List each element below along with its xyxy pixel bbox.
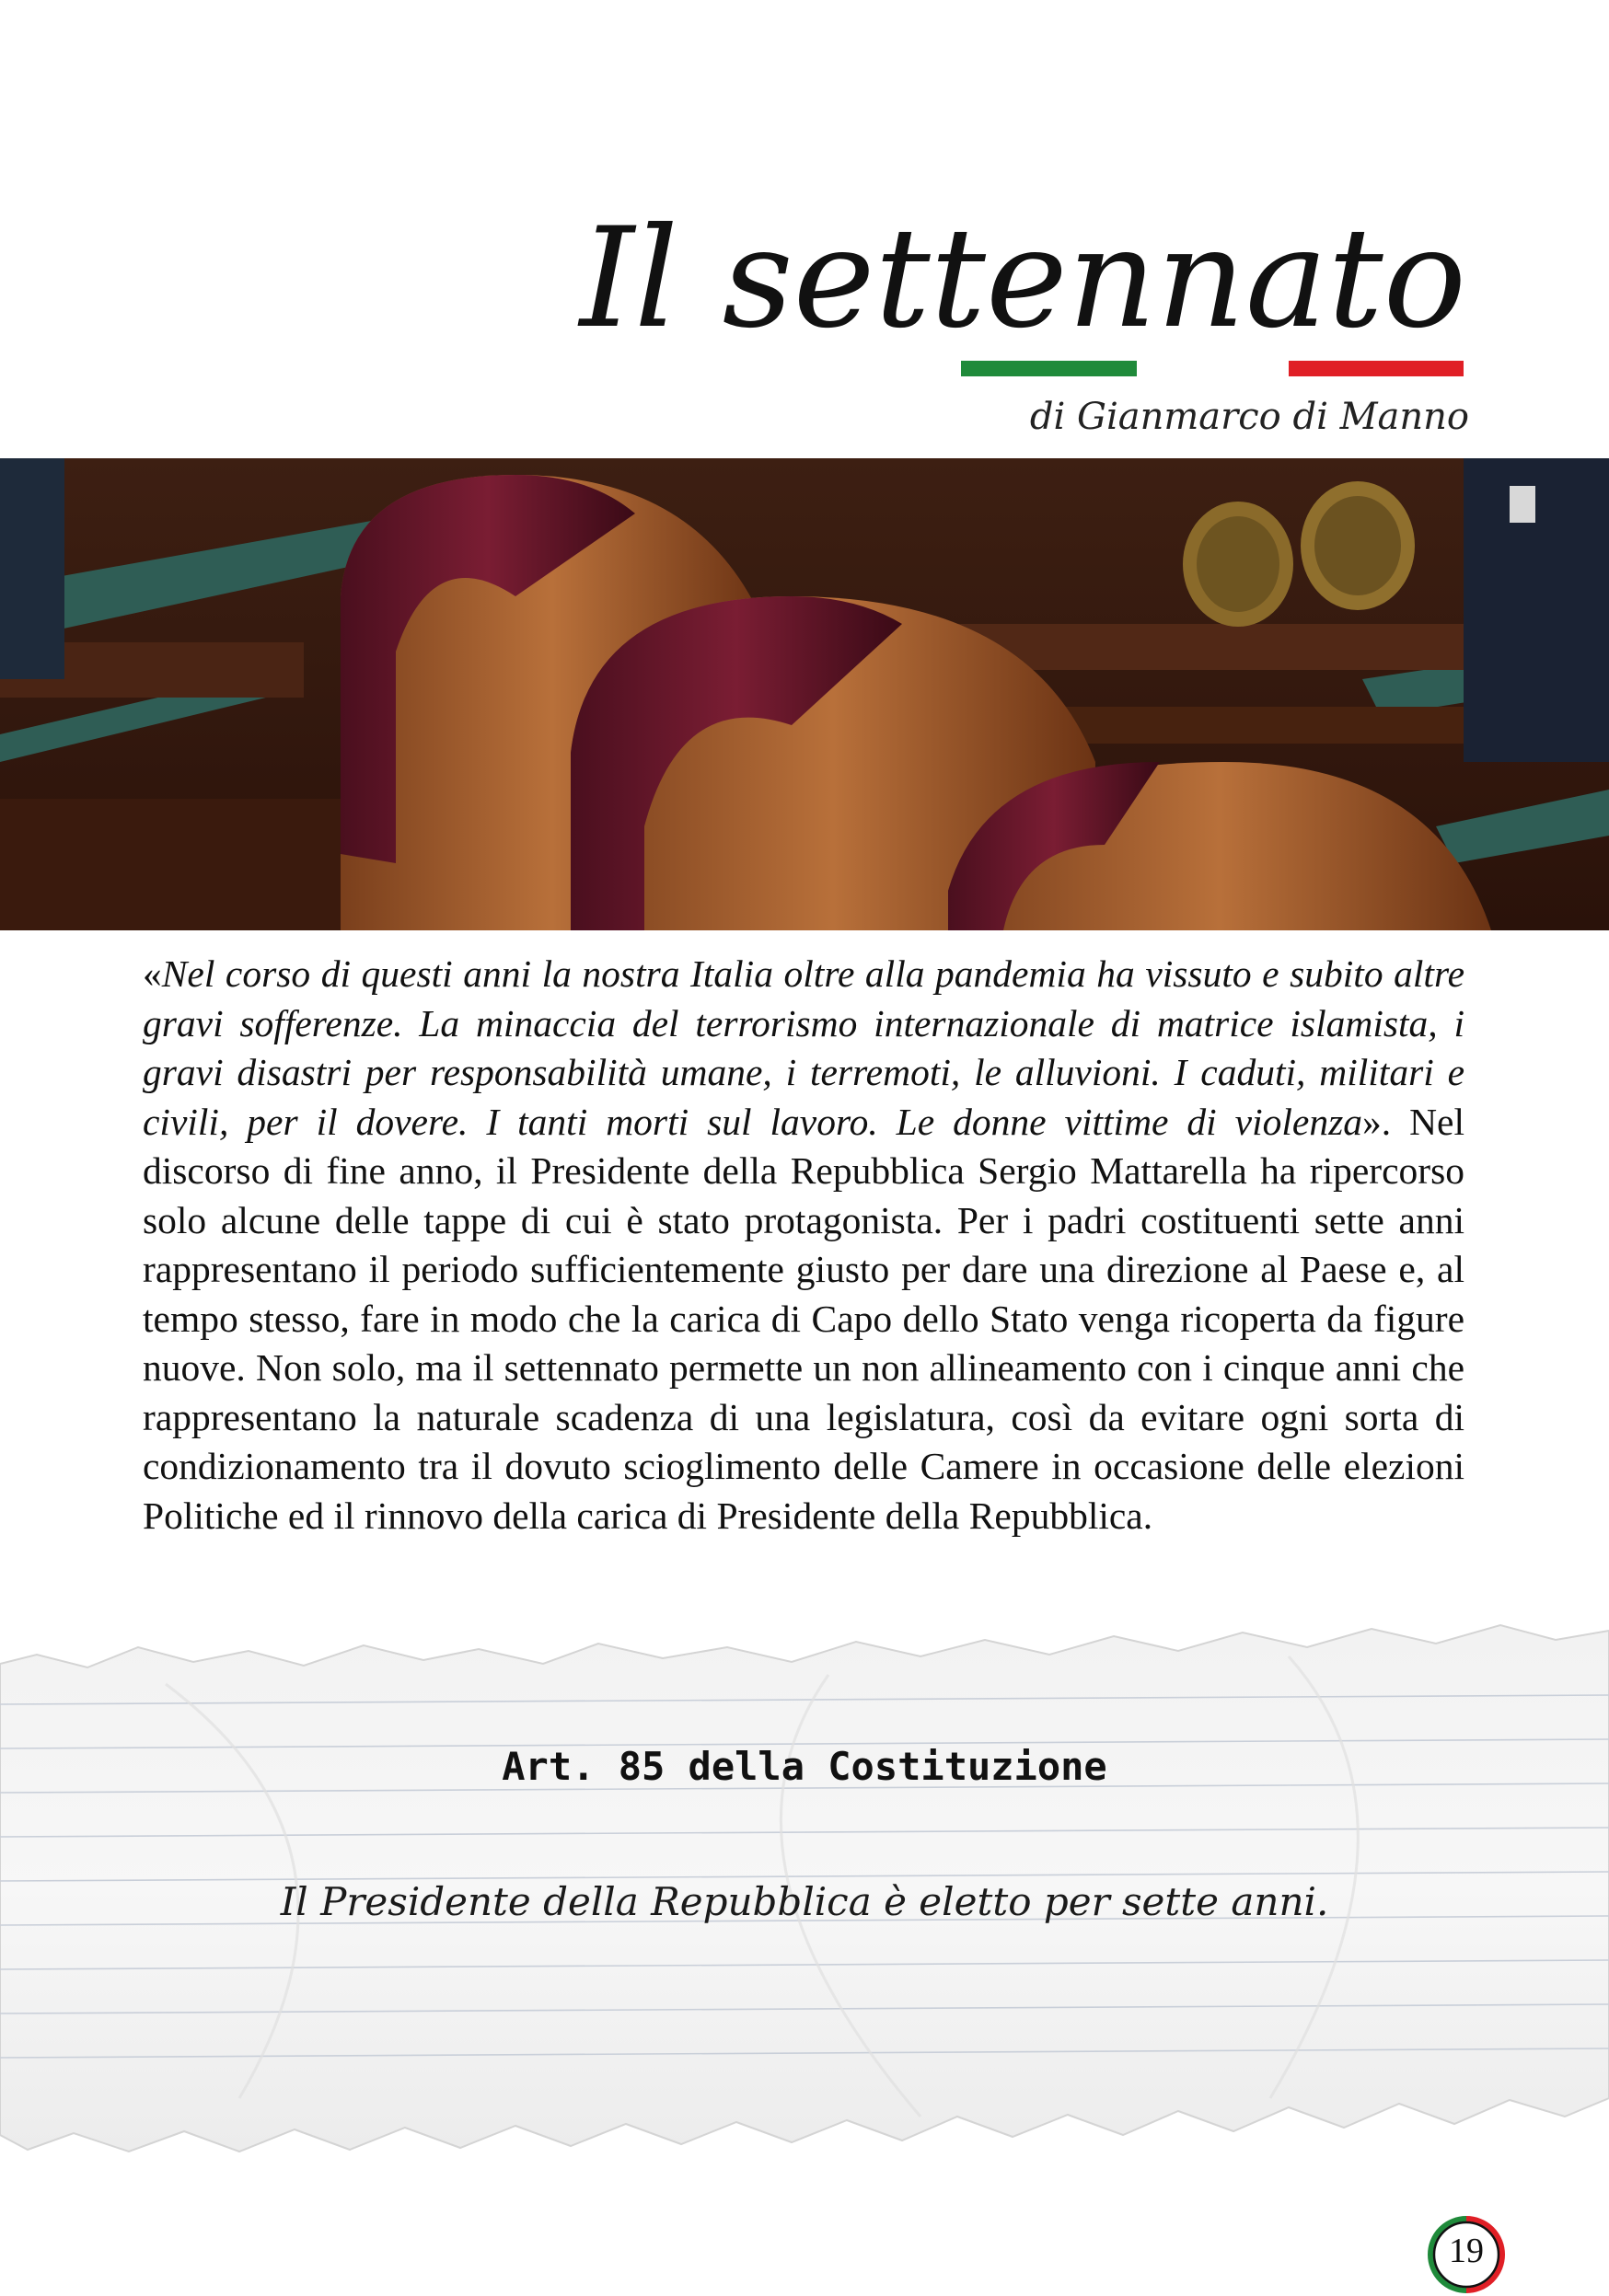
constitution-article-title: Art. 85 della Costituzione bbox=[502, 1744, 1107, 1789]
constitution-article-text: Il Presidente della Repubblica è eletto per sette anni. bbox=[280, 1879, 1329, 1924]
page-number: 19 bbox=[1449, 2232, 1484, 2270]
flag-red-bar bbox=[1289, 361, 1464, 376]
article-quote: Nel corso di questi anni la nostra Italia oltre alla pandemia ha vissuto e subito altre gravi sofferenze. La minaccia del terrorismo internazionale di matrice islamista, i gravi disastri per responsabilità umane, i terremoti, le alluvioni. I caduti, militari e civili, per il dovere. I tanti morti sul lavoro. Le donne vittime di violenza bbox=[143, 952, 1464, 1143]
flag-green-bar bbox=[961, 361, 1137, 376]
article-body bbox=[143, 950, 1464, 1540]
quote-open-mark: « bbox=[143, 952, 162, 995]
article-text: ». Nel discorso di fine anno, il Presidente della Repubblica Sergio Mattarella ha ripercorso solo alcune delle tappe di cui è stato protagonista. Per i padri costituenti sette anni rappresentano il periodo sufficientemente giusto per dare una direzione al Paese e, al tempo stesso, fare in modo che la carica di Capo dello Stato venga ricoperta da figure nuove. Non solo, ma il settennato permette un non allineamento con i cinque anni che rappresentano la naturale scadenza di una legislatura, così da evitare ogni sorta di condizionamento tra il dovuto scioglimento delle Camere in occasione delle elezioni Politiche ed il rinnovo della carica di Presidente della Repubblica. bbox=[143, 1100, 1465, 1537]
parliament-ballot-urns-photo bbox=[0, 458, 1609, 930]
author-byline: di Gianmarco di Manno bbox=[1029, 396, 1469, 438]
page-title: Il settennato bbox=[579, 199, 1466, 359]
